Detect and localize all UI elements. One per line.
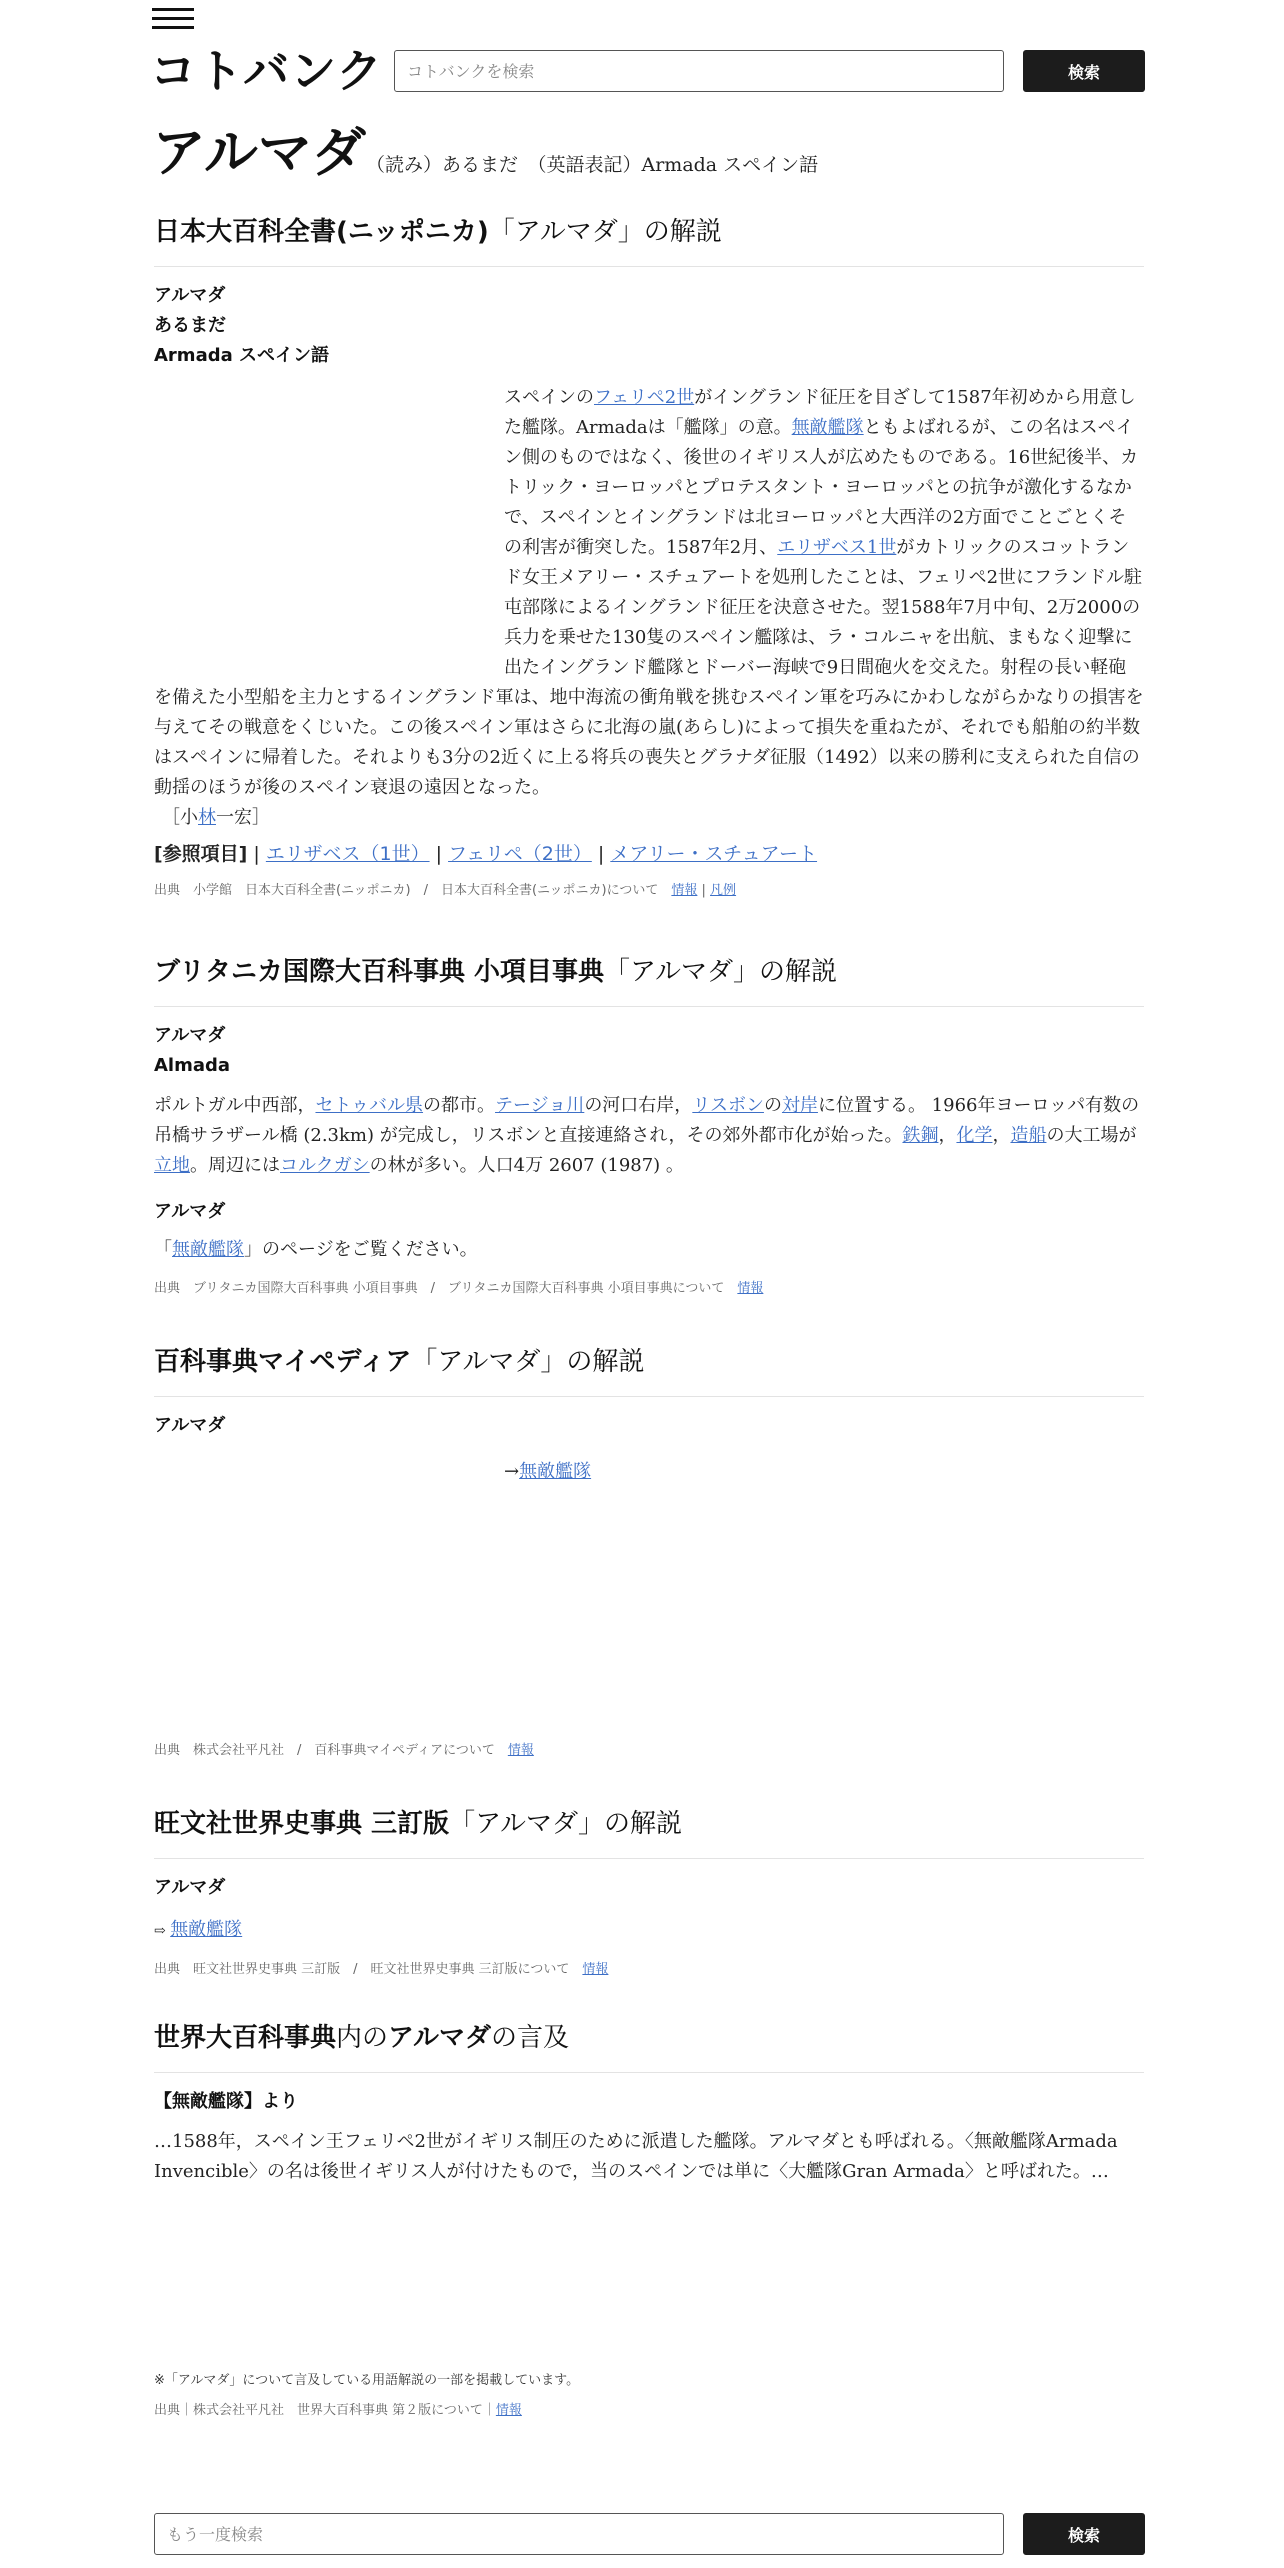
section-obunsha — [154, 1804, 1144, 1980]
term-title: アルマダ — [154, 1025, 226, 1046]
link-shipbuilding[interactable]: 造船 — [1010, 1125, 1047, 1146]
hamburger-menu-icon[interactable] — [152, 8, 196, 34]
link-location[interactable]: 立地 — [154, 1155, 190, 1176]
mention-from: 【無敵艦隊】より — [154, 2091, 298, 2112]
link-taigan[interactable]: 対岸 — [781, 1095, 818, 1116]
term-title: アルマダ — [154, 1877, 226, 1898]
term-title: アルマダ — [154, 1415, 226, 1436]
article-body: スペインのフェリペ2世がイングランド征圧を目ざして1587年初めから用意した艦隊。Armadaは「艦隊」の意。無敵艦隊ともよばれるが、この名はスペイン側のものではなく、後世のイギリス人が広めたものである。16世紀後半、カトリック・ヨーロッパとプロテスタント・ヨーロッパとの抗争が激化するなかで、スペインとイングランドは北ヨーロッパと大西洋の2方面でことごとくその利害が衝突した。1587年2月、エリザベス1世がカトリックのスコットランド女王メアリー・スチュアートを処刑したことは、フェリペ2世にフランドル駐屯部隊によるイングランド征圧を決意させた。翌1588年7月中旬、2万2000の兵力を乗せた130隻のスペイン艦隊は、ラ・コルニャを出航、まもなく迎撃に出たイングランド艦隊とドーバー海峡で9日間砲火を交えた。射程の長い軽砲を備えた小型船を主力とするイングランド軍は、地中海流の衝角戦を挑むスペイン軍を巧みにかわしながらかなりの損害を与えてその戦意をくじいた。この後スペイン軍はさらに北海の嵐(あらし)によって損失を重ねたが、それでも船舶の約半数はスペインに帰着した。それよりも3分の2近くに上る将兵の喪失とグラナダ征服（1492）以来の勝利に支えられた自信の動揺のほうが後のスペイン衰退の遠因となった。 — [154, 383, 1144, 803]
source-legend-link[interactable]: 凡例 — [710, 883, 737, 898]
see-also: 「無敵艦隊」のページをご覧ください。 — [154, 1239, 478, 1260]
link-elizabeth[interactable]: エリザベス1世 — [777, 537, 897, 558]
source-info-link[interactable]: 情報 — [495, 2403, 522, 2418]
link-mutekikantai[interactable]: 無敵艦隊 — [519, 1461, 592, 1482]
search-button[interactable]: 検索 — [1023, 50, 1145, 92]
link-setubal[interactable]: セトゥバル県 — [315, 1095, 424, 1116]
article-body: ⇨ 無敵艦隊 — [154, 1919, 243, 1940]
mention-text: …1588年，スペイン王フェリペ2世がイギリス制圧のために派遣した艦隊。アルマダとも呼ばれる。〈無敵艦隊Armada Invencible〉の名は後世イギリス人が付けたもので，当のスペインでは単に〈大艦隊Gran Armada〉と呼ばれた。… — [154, 2131, 1118, 2182]
source-info-link[interactable]: 情報 — [671, 883, 698, 898]
ref-felipe[interactable]: フェリペ（2世） — [448, 843, 592, 865]
term-english: Armada スペイン語 — [154, 345, 330, 366]
section-heading: 百科事典マイペディア「アルマダ」の解説 — [154, 1342, 1144, 1397]
section-heading: ブリタニカ国際大百科事典 小項目事典「アルマダ」の解説 — [154, 952, 1144, 1007]
term-english: Almada — [154, 1055, 231, 1076]
section-britannica — [154, 952, 1144, 1299]
section-heading: 日本大百科全書(ニッポニカ)「アルマダ」の解説 — [154, 212, 1144, 267]
ref-elizabeth[interactable]: エリザベス（1世） — [265, 843, 430, 865]
link-tejo[interactable]: テージョ川 — [495, 1095, 585, 1116]
link-steel[interactable]: 鉄鋼 — [902, 1125, 939, 1146]
source-line: 出典｜株式会社平凡社 世界大百科事典 第２版について｜情報 — [154, 2403, 522, 2418]
section-heading: 世界大百科事典内のアルマダの言及 — [154, 2018, 1144, 2073]
page-subtitle: （読み）あるまだ （英語表記）Armada スペイン語 — [366, 154, 819, 176]
link-mutekikantai[interactable]: 無敵艦隊 — [170, 1919, 243, 1940]
bottom-search-button[interactable]: 検索 — [1023, 2513, 1145, 2555]
site-logo[interactable]: コトバンク — [150, 44, 384, 98]
term-reading: あるまだ — [154, 315, 226, 336]
source-line: 出典 ブリタニカ国際大百科事典 小項目事典 / ブリタニカ国際大百科事典 小項目事典について 情報 — [154, 1281, 764, 1296]
source-line: 出典 株式会社平凡社 / 百科事典マイペディアについて 情報 — [154, 1743, 534, 1758]
link-felipe[interactable]: フェリペ2世 — [594, 387, 695, 408]
ref-mary[interactable]: メアリー・スチュアート — [610, 843, 818, 865]
link-cork-oak[interactable]: コルクガシ — [280, 1155, 370, 1176]
source-info-link[interactable]: 情報 — [582, 1962, 609, 1977]
search-input[interactable] — [394, 50, 1004, 92]
section-mypedia — [154, 1342, 1144, 1761]
link-lisbon[interactable]: リスボン — [692, 1095, 764, 1116]
source-info-link[interactable]: 情報 — [507, 1743, 534, 1758]
source-info-link[interactable]: 情報 — [737, 1281, 764, 1296]
article-body: ポルトガル中西部，セトゥバル県の都市。テージョ川の河口右岸，リスボンの対岸に位置する。 1966年ヨーロッパ有数の吊橋サラザール橋 (2.3km) が完成し，リスボンと直接連絡され，その郊外都市化が始った。鉄鋼，化学，造船の大工場が立地。周辺にはコルクガシの林が多い。人口4万 2607 (1987) 。 — [154, 1095, 1140, 1176]
source-line: 出典 小学館 日本大百科全書(ニッポニカ) / 日本大百科全書(ニッポニカ)について 情報 | 凡例 — [154, 883, 737, 898]
section-nipponica — [154, 212, 1144, 901]
link-chemistry[interactable]: 化学 — [956, 1125, 993, 1146]
term-title: アルマダ — [154, 285, 226, 306]
image-placeholder — [154, 383, 504, 668]
page-title: アルマダ — [152, 121, 366, 184]
section-mention — [154, 2018, 1144, 2421]
reference-items: [参照項目] | エリザベス（1世） | フェリペ（2世） | メアリー・スチュアート — [154, 843, 818, 865]
bottom-search-input[interactable] — [154, 2513, 1004, 2555]
article-body: →無敵艦隊 — [504, 1461, 592, 1482]
link-mutekikantai[interactable]: 無敵艦隊 — [791, 417, 864, 438]
mention-note: ※「アルマダ」について言及している用語解説の一部を掲載しています。 — [154, 2373, 580, 2388]
term-title-2: アルマダ — [154, 1201, 226, 1222]
section-heading: 旺文社世界史事典 三訂版「アルマダ」の解説 — [154, 1804, 1144, 1859]
source-line: 出典 旺文社世界史事典 三訂版 / 旺文社世界史事典 三訂版について 情報 — [154, 1962, 609, 1977]
author: ［小林一宏］ — [162, 807, 270, 828]
link-mutekikantai[interactable]: 無敵艦隊 — [172, 1239, 244, 1260]
author-link[interactable]: 林 — [198, 807, 216, 828]
